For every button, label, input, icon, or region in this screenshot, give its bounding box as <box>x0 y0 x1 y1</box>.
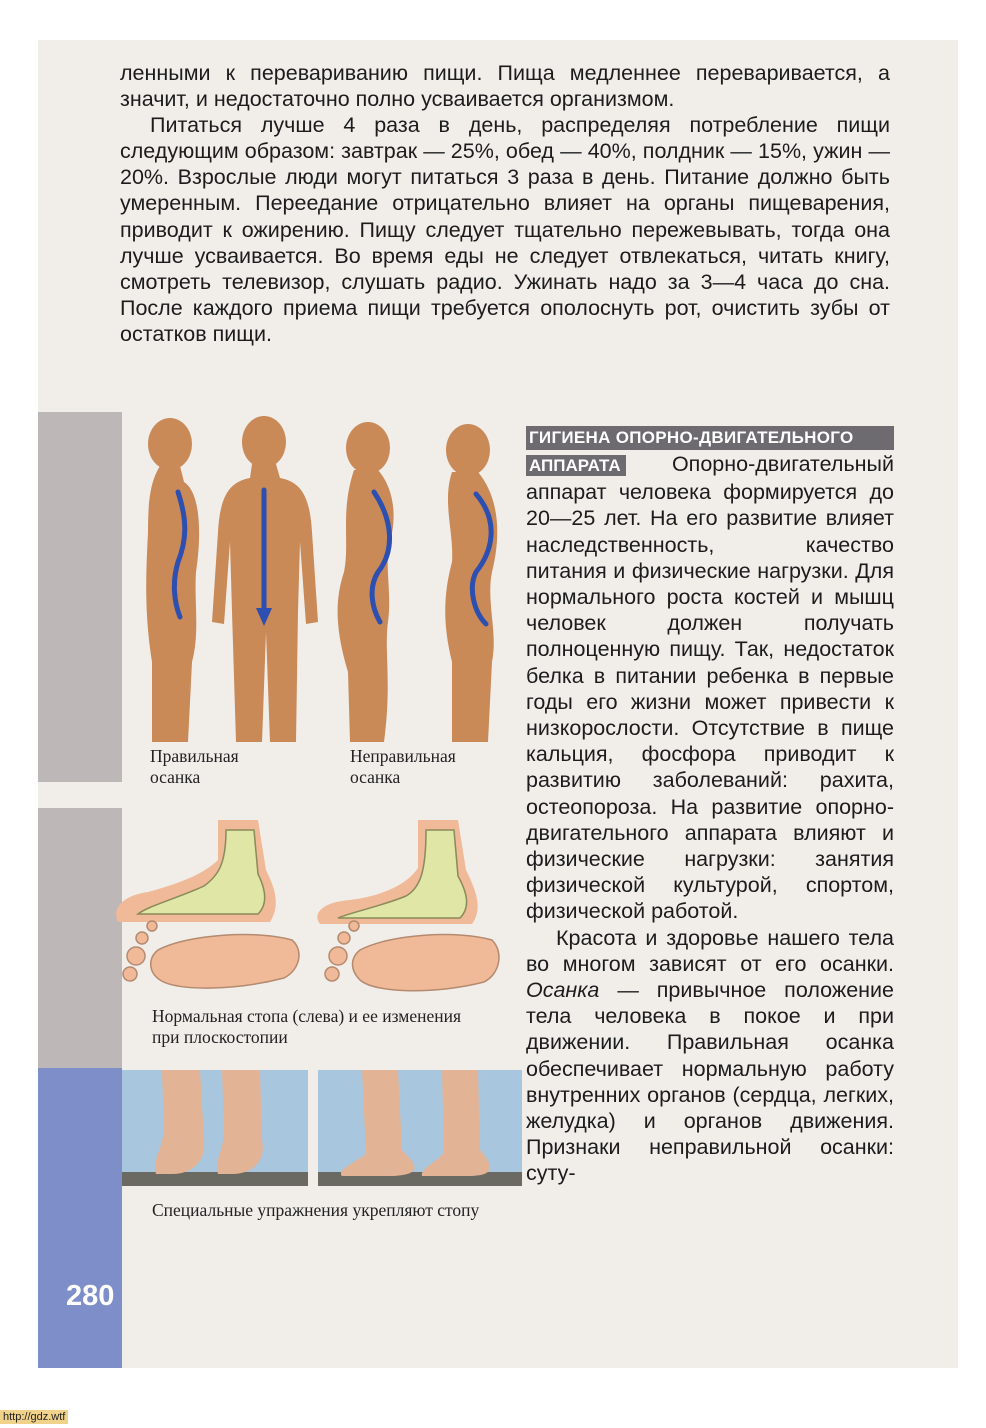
posture-term: Осанка <box>526 978 600 1003</box>
page-number: 280 <box>66 1280 115 1312</box>
para2-end: — привычное положение тела человека в покое и при движении. Правильная осанка обеспечивает нормальную работу внутренних органов (сердца, легких, желудка) и органов движения. Признаки неправильной осанки: суту- <box>526 978 894 1186</box>
posture-figure <box>122 412 516 742</box>
exercise-photo <box>122 1070 522 1186</box>
section-heading: ГИГИЕНА ОПОРНО-ДВИГАТЕЛЬНОГО <box>526 426 894 450</box>
paragraph-1: ленными к перевариванию пищи. Пища медленнее переваривается, а значит, и недостаточно полно усваивается организмом. <box>120 61 890 112</box>
normal-foot-bones <box>116 820 276 922</box>
section-paragraph-1: Опорно-двигательный аппарат человека формируется до 20—25 лет. На его развитие влияет наследственность, качество питания и физические нагрузки. Для нормального роста костей и мышц человек должен получать полноценную пищу. Так, недостаток белка в питании ребенка в первые годы его жизни может привести к низкорослости. Отсутствие в пище кальция, фосфора приводит к развитию заболеваний: рахита, остеопороза. На развитие опорно-двигательного аппарата влияют и физические нагрузки: занятия физической культурой, спортом, физической работой. <box>526 452 894 924</box>
caption-foot: Нормальная стопа (слева) и ее изменения при плоскостопии <box>152 1006 461 1047</box>
caption-correct-posture: Правильная осанка <box>150 746 239 787</box>
normal-footprint <box>151 935 299 989</box>
section-heading-cont: АППАРАТА <box>526 455 626 476</box>
foot-figure <box>108 810 508 1010</box>
caption-incorrect-posture: Неправильная осанка <box>350 746 456 787</box>
source-link[interactable]: http://gdz.wtf <box>0 1410 68 1424</box>
page-number-band <box>38 1068 122 1368</box>
para2-start: Красота и здоровье нашего тела во многом зависят от его осанки. <box>526 925 894 976</box>
flat-footprint <box>353 935 499 991</box>
section-paragraph-2 <box>526 925 894 1187</box>
top-text <box>120 60 890 347</box>
toe-print <box>127 947 145 965</box>
textbook-page <box>38 40 958 1368</box>
flat-foot-bones <box>317 820 477 924</box>
paragraph-2: Питаться лучше 4 раза в день, распределяя потребление пищи следующим образом: завтрак — 25%, обед — 40%, полдник — 15%, ужин — 20%. Взрослые люди могут питаться 3 раза в день. Питание должно быть умеренным. Переедание отрицательно влияет на органы пищеварения, приводит к ожирению. Пищу следует тщательно пережевывать, тогда она лучше усваивается. Во время еды не следует отвлекаться, читать книгу, смотреть телевизор, слушать радио. Ужинать надо за 3—4 часа до сна. После каждого приема пищи требуется ополоснуть рот, очистить зубы от остатков пищи. <box>120 113 890 346</box>
caption-exercises: Специальные упражнения укрепляют стопу <box>152 1200 480 1220</box>
hygiene-section <box>526 426 894 1187</box>
incorrect-posture-side-body-1 <box>338 422 394 742</box>
side-band-1 <box>38 412 122 782</box>
